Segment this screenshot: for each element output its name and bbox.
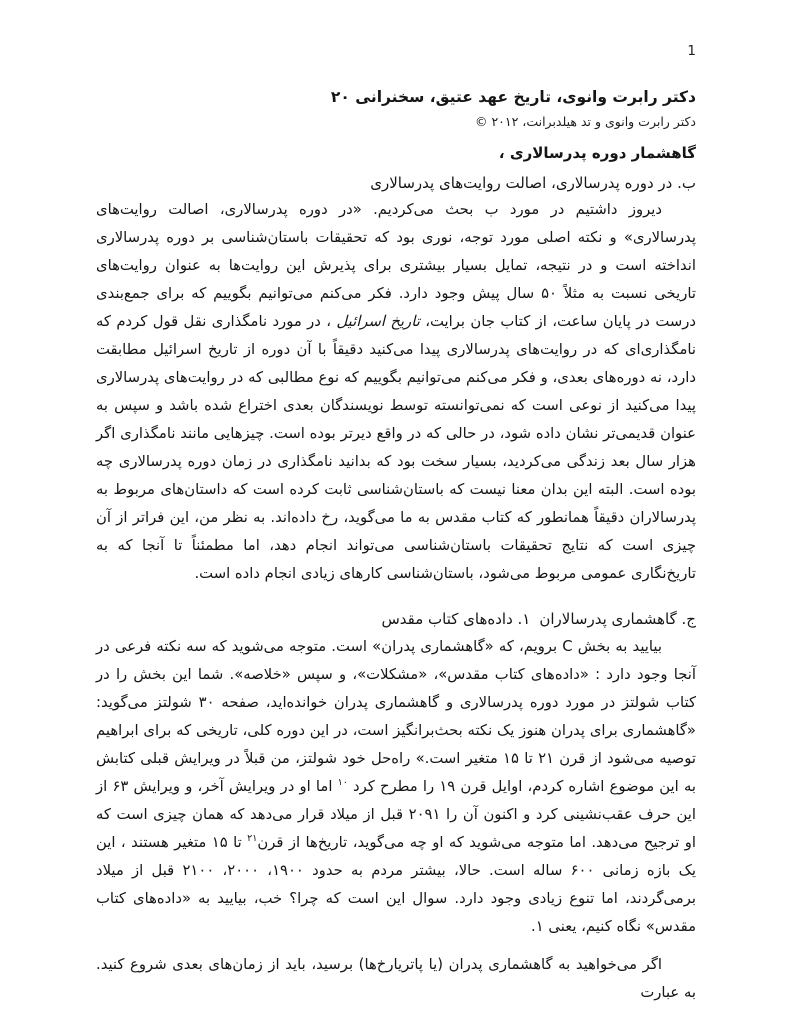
page-number: 1 — [687, 43, 696, 59]
paragraph-2 — [96, 633, 696, 941]
chronology-heading: گاهشمار دوره پدرسالاری ، — [498, 144, 696, 162]
paragraph-1-text-a: دیروز داشتیم در مورد ب بحث می‌کردیم. «در دوره پدرسالاری، اصالت روایت‌های پدرسالاری» و نکته اصلی مورد توجه، نوری بود که تحقیقات باستان‌شناسی بر دوره پدرسالاری انداخته است و در نتیجه، تمایل بسیار بیشتری برای پذیرش این روایت‌ها به عنوان روایت‌های تاریخی نسبت به مثلاً ۵۰ سال پیش وجود دارد. فکر می‌کنم می‌توانیم بگوییم که برای جمع‌بندی درست در پایان ساعت، از کتاب جان برایت، — [96, 201, 696, 330]
paragraph-2-text-c: تا ۱۵ متغیر هستند ، این یک بازه زمانی ۶۰۰ ساله است. حالا، بیشتر مردم به حدود ۱۹۰۰، ۲۰۰۰، ۲۱۰۰ قبل از میلاد برمی‌گردند، اما تنوع زیادی وجود دارد. سوال این است که چرا؟ خب، بیایید به «داده‌های کتاب مقدس» نگاه کنیم، یعنی ۱. — [96, 834, 697, 935]
superscript-century: ۲۱ — [247, 833, 258, 845]
book-title-italic: تاریخ اسرائیل — [336, 313, 420, 330]
subsection-c-label: ج. گاهشماری پدرسالاران — [539, 610, 696, 628]
paragraph-1 — [96, 196, 696, 588]
subsection-c-sub-label: ۱. داده‌های کتاب مقدس — [381, 610, 531, 628]
copyright-line: دکتر رابرت وانوی و تد هیلدبرانت، ۲۰۱۲ © — [474, 114, 696, 129]
footnote-marker: ۱۰ — [337, 777, 348, 789]
subsection-heading-c — [96, 605, 696, 633]
paragraph-3: اگر می‌خواهید به گاهشماری پدران (یا پاتریارخ‌ها) برسید، باید از زمان‌های بعدی شروع کنید. به عبارت — [96, 956, 696, 1001]
paragraph-1-text-b: ، در مورد نامگذاری نقل قول کردم که نامگذاری‌ای که در روایت‌های پدرسالاری پیدا می‌کنید دقیقاً با آن دوره از تاریخ اسرائیل مطابقت دارد، نه دوره‌های بعدی، و فکر می‌کنم می‌توانیم بگوییم که نوع مطالبی که در روایت‌های پدرسالاری پیدا می‌کنید از نوعی است که نمی‌توانسته توسط نویسندگان بعدی اختراع شده باشد و سپس به عنوان قدیمی‌تر نشان داده شود، در حالی که در واقع دیرتر بوده است. چیزهایی مانند نامگذاری اگر هزار سال بعد زندگی می‌کردید، بسیار سخت بود که بدانید نامگذاری در زمان دوره پدرسالاری چه بوده است. البته این بدان معنا نیست که باستان‌شناسی ثابت کرده است که داستان‌های مربوط به پدرسالاران دقیقاً همانطور که کتاب مقدس به ما می‌گوید، رخ داده‌اند. به نظر من، این فراتر از آن چیزی است که نتایج تحقیقات باستان‌شناسی می‌تواند انجام دهد، اما مطمئناً تا آنجا که به تاریخ‌نگاری عمومی مربوط می‌شود، باستان‌شناسی کارهای زیادی انجام داده است. — [96, 313, 696, 582]
document-title: دکتر رابرت وانوی، تاریخ عهد عتیق، سخنرانی ۲۰ — [330, 88, 696, 106]
subsection-heading-b: ب. در دوره پدرسالاری، اصالت روایت‌های پدرسالاری — [370, 174, 696, 192]
paragraph-2-text-a: بیایید به بخش C برویم، که «گاهشماری پدران» است. متوجه می‌شوید که سه نکته فرعی در آنجا وجود دارد : «داده‌های کتاب مقدس»، «مشکلات»، و سپس «خلاصه». شما این بخش را در کتاب شولتز در مورد دوره پدرسالاری و گاهشماری پدران خوانده‌اید، صفحه ۳۰ شولتز می‌گوید: «گاهشماری برای پدران هنوز یک نکته بحث‌برانگیز است، در این دوره کلی، تاریخی که برای ابراهیم توصیه می‌شود از قرن ۲۱ تا ۱۵ متغیر است.» راه‌حل خود شولتز، من قبلاً در ویرایش قبلی کتابش به این موضوع اشاره کردم، اوایل قرن ۱۹ را مطرح کرد — [96, 638, 696, 795]
paragraph-2-text-b: اما او در ویرایش آخر، و ویرایش ۶۳ از این حرف عقب‌نشینی کرد و اکنون آن را ۲۰۹۱ قبل از میلاد قرار می‌دهد که همان چیزی است که او ترجیح می‌دهد. اما متوجه می‌شوید که او چه می‌گوید، تاریخ‌ها از قرن — [96, 778, 697, 851]
